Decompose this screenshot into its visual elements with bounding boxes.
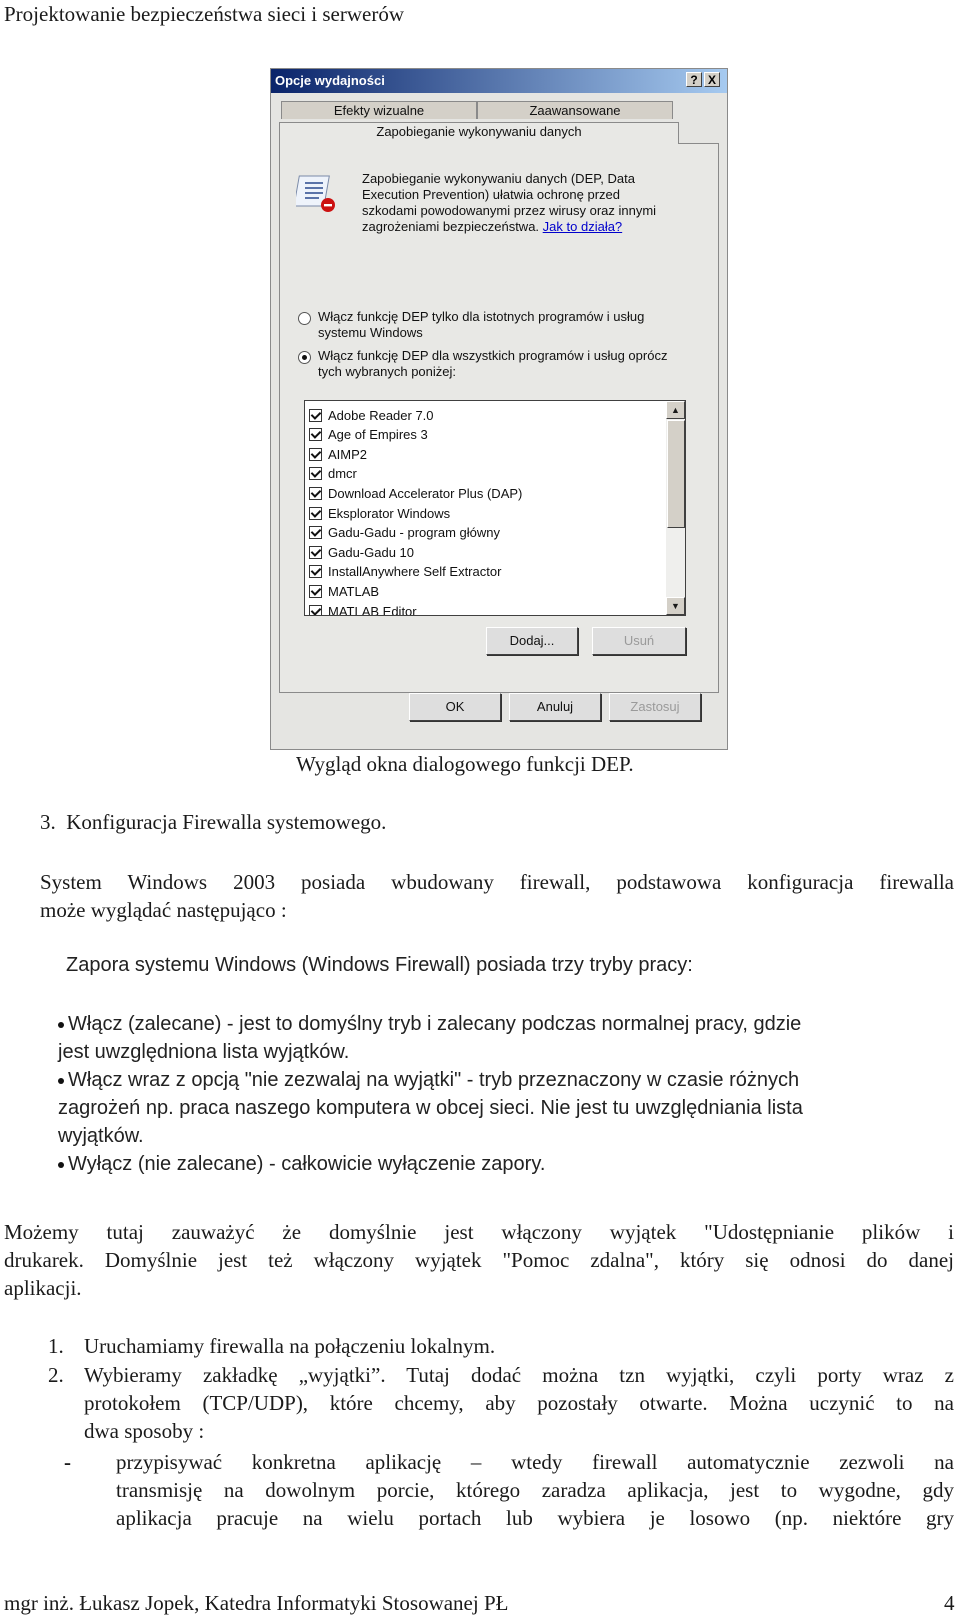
program-label: Adobe Reader 7.0 bbox=[328, 407, 434, 423]
program-label: Age of Empires 3 bbox=[328, 427, 428, 443]
page-footer: mgr inż. Łukasz Jopek, Katedra Informatyki Stosowanej PŁ bbox=[4, 1591, 509, 1615]
help-button[interactable]: ? bbox=[686, 72, 702, 87]
checkbox[interactable] bbox=[309, 585, 322, 598]
checkbox[interactable] bbox=[309, 546, 322, 559]
steps-list bbox=[48, 1332, 954, 1449]
list-item[interactable] bbox=[309, 405, 434, 425]
radio-dep-essential-label[interactable]: Włącz funkcję DEP tylko dla istotnych programów i usług systemu Windows bbox=[318, 309, 645, 340]
modes-heading: Zapora systemu Windows (Windows Firewall) posiada trzy tryby pracy: bbox=[66, 954, 693, 976]
list-item[interactable] bbox=[309, 523, 500, 543]
checkbox[interactable] bbox=[309, 565, 322, 578]
list-item: Wyłącz (nie zalecane) - całkowicie wyłączenie zapory. bbox=[58, 1150, 958, 1178]
intro-paragraph: System Windows 2003 posiada wbudowany firewall, podstawowa konfiguracja firewalla może wyglądać następująco : bbox=[40, 870, 954, 922]
ok-button[interactable]: OK bbox=[409, 693, 501, 721]
checkbox[interactable] bbox=[309, 526, 322, 539]
remove-program-button[interactable]: Usuń bbox=[592, 627, 686, 655]
list-item[interactable] bbox=[309, 581, 379, 601]
figure-caption: Wygląd okna dialogowego funkcji DEP. bbox=[296, 752, 634, 776]
dash-marker: - bbox=[64, 1450, 71, 1474]
list-item[interactable] bbox=[309, 425, 428, 445]
checkbox[interactable] bbox=[309, 467, 322, 480]
checkbox[interactable] bbox=[309, 448, 322, 461]
list-item[interactable] bbox=[309, 562, 501, 582]
radio-dep-all[interactable] bbox=[298, 351, 311, 364]
tab-advanced[interactable]: Zaawansowane bbox=[477, 101, 673, 119]
list-item: 1. Uruchamiamy firewalla na połączeniu lokalnym. bbox=[48, 1334, 496, 1358]
add-program-button[interactable]: Dodaj... bbox=[486, 627, 578, 655]
help-link[interactable]: Jak to działa? bbox=[542, 219, 623, 234]
scroll-thumb[interactable] bbox=[667, 420, 685, 528]
list-item[interactable] bbox=[309, 542, 414, 562]
apply-button[interactable]: Zastosuj bbox=[609, 693, 701, 721]
dep-shield-icon bbox=[296, 172, 340, 216]
list-item[interactable] bbox=[309, 444, 367, 464]
list-item[interactable] bbox=[309, 503, 450, 523]
note-paragraph: Możemy tutaj zauważyć że domyślnie jest włączony wyjątek "Udostępnianie plików i drukarek. Domyślnie jest też włączony wyjątek "Pomoc zdalna", który się odnosi do danej aplikacji. bbox=[4, 1220, 954, 1300]
program-label: InstallAnywhere Self Extractor bbox=[328, 564, 502, 580]
modes-list bbox=[58, 1010, 958, 1178]
program-label: MATLAB Editor bbox=[328, 603, 417, 616]
bullet-icon bbox=[58, 1022, 64, 1028]
list-item[interactable] bbox=[309, 483, 522, 503]
page-header: Projektowanie bezpieczeństwa sieci i serwerów bbox=[4, 2, 405, 26]
bullet-icon bbox=[58, 1078, 64, 1084]
dialog-title: Opcje wydajności bbox=[275, 73, 385, 88]
close-button[interactable] bbox=[704, 72, 720, 87]
scroll-down-icon[interactable]: ▼ bbox=[666, 597, 685, 615]
program-label: MATLAB bbox=[328, 583, 380, 599]
dialog-titlebar bbox=[271, 69, 727, 93]
program-label: Gadu-Gadu - program główny bbox=[328, 525, 500, 541]
tab-dep[interactable]: Zapobieganie wykonywaniu danych bbox=[279, 122, 679, 144]
list-item[interactable] bbox=[309, 464, 357, 484]
checkbox[interactable] bbox=[309, 507, 322, 520]
dep-description: Zapobieganie wykonywaniu danych (DEP, Data Execution Prevention) ułatwia ochronę przed szkodami powodowanymi przez wirusy oraz innymi zagrożeniami bezpieczeństwa. Jak to działa? bbox=[362, 171, 657, 234]
program-exception-list[interactable] bbox=[304, 400, 686, 616]
checkbox[interactable] bbox=[309, 409, 322, 422]
checkbox[interactable] bbox=[309, 428, 322, 441]
program-label: Download Accelerator Plus (DAP) bbox=[328, 485, 523, 501]
close-icon: X bbox=[707, 73, 716, 87]
cancel-button[interactable]: Anuluj bbox=[509, 693, 601, 721]
page-number: 4 bbox=[944, 1591, 955, 1615]
dep-tab-panel bbox=[279, 143, 719, 693]
bullet-icon bbox=[58, 1162, 64, 1168]
list-item: Włącz wraz z opcją "nie zezwalaj na wyjątki" - tryb przeznaczony w czasie różnych zagrożeń np. praca naszego komputera w obcej sieci. Nie jest tu uwzględniania lista wyjątków. bbox=[58, 1069, 803, 1147]
radio-dep-all-label[interactable]: Włącz funkcję DEP dla wszystkich programów i usług oprócz tych wybranych poniżej: bbox=[318, 348, 668, 379]
radio-dep-essential[interactable] bbox=[298, 312, 311, 325]
tab-visual-effects[interactable]: Efekty wizualne bbox=[281, 101, 477, 119]
list-item: 2. Wybieramy zakładkę „wyjątki”. Tutaj dodać można tzn wyjątki, czyli porty wraz z protokołem (TCP/UDP), które chcemy, aby pozostały otwarte. Można uczynić to na dwa sposoby : bbox=[48, 1363, 954, 1443]
list-item[interactable] bbox=[309, 601, 417, 616]
program-label: dmcr bbox=[328, 466, 357, 482]
scroll-up-icon[interactable]: ▲ bbox=[666, 401, 685, 419]
dep-dialog-window bbox=[270, 68, 728, 750]
program-list-scrollbar[interactable] bbox=[666, 400, 686, 616]
list-item: Włącz (zalecane) - jest to domyślny tryb i zalecany podczas normalnej pracy, gdzie jest uwzględniona lista wyjątków. bbox=[58, 1013, 802, 1063]
checkbox[interactable] bbox=[309, 605, 322, 617]
program-label: AIMP2 bbox=[328, 446, 368, 462]
checkbox[interactable] bbox=[309, 487, 322, 500]
program-label: Eksplorator Windows bbox=[328, 505, 451, 521]
program-label: Gadu-Gadu 10 bbox=[328, 544, 415, 560]
section-heading: 3. Konfiguracja Firewalla systemowego. bbox=[40, 810, 387, 834]
